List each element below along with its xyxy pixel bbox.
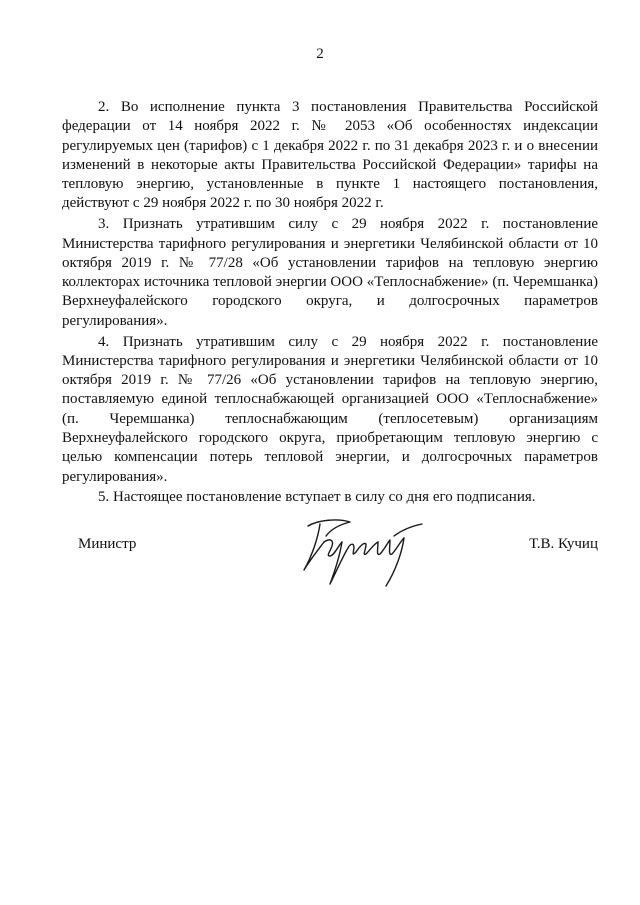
signer-position: Министр — [78, 536, 137, 552]
paragraph-4: 4. Признать утратившим силу с 29 ноября 2022 г. постановление Министерства тарифного регулирования и энергетики Челябинской области от 10 октября 2019 г. № 77/26 «Об установлении тарифов на тепловую энергию, поставляемую единой теплоснабжающей организацией ООО «Теплоснабжение» (п. Черемшанка) теплоснабжающим (теплосетевым) организациям Верхнеуфалейского городского округа, приобретающим тепловую энергию с целью компенсации потерь тепловой энергии, и долгосрочных параметров регулирования». — [62, 333, 598, 485]
document-body — [62, 98, 598, 509]
paragraph-5: 5. Настоящее постановление вступает в силу со дня его подписания. — [98, 489, 536, 506]
signer-name: Т.В. Кучиц — [529, 536, 598, 552]
paragraph-3: 3. Признать утратившим силу с 29 ноября 2022 г. постановление Министерства тарифного регулирования и энергетики Челябинской области от 10 октября 2019 г. № 77/28 «Об установлении тарифов на тепловую энергию коллекторах источника тепловой энергии ООО «Теплоснабжение» (п. Черемшанка) Верхнеуфалейского городского округа, и долгосрочных параметров регулирования». — [62, 216, 598, 329]
paragraph-2: 2. Во исполнение пункта 3 постановления Правительства Российской федерации от 14 ноября 2022 г. № 2053 «Об особенностях индексации регулируемых цен (тарифов) с 1 декабря 2022 г. по 31 декабря 2023 г. и о внесении изменений в некоторые акты Правительства Российской Федерации» тарифы на тепловую энергию, установленные в пункте 1 настоящего постановления, действуют с 29 ноября 2022 г. по 30 ноября 2022 г. — [62, 99, 598, 212]
signature-block — [78, 512, 598, 592]
handwritten-signature — [290, 512, 430, 592]
page-number: 2 — [316, 46, 324, 62]
